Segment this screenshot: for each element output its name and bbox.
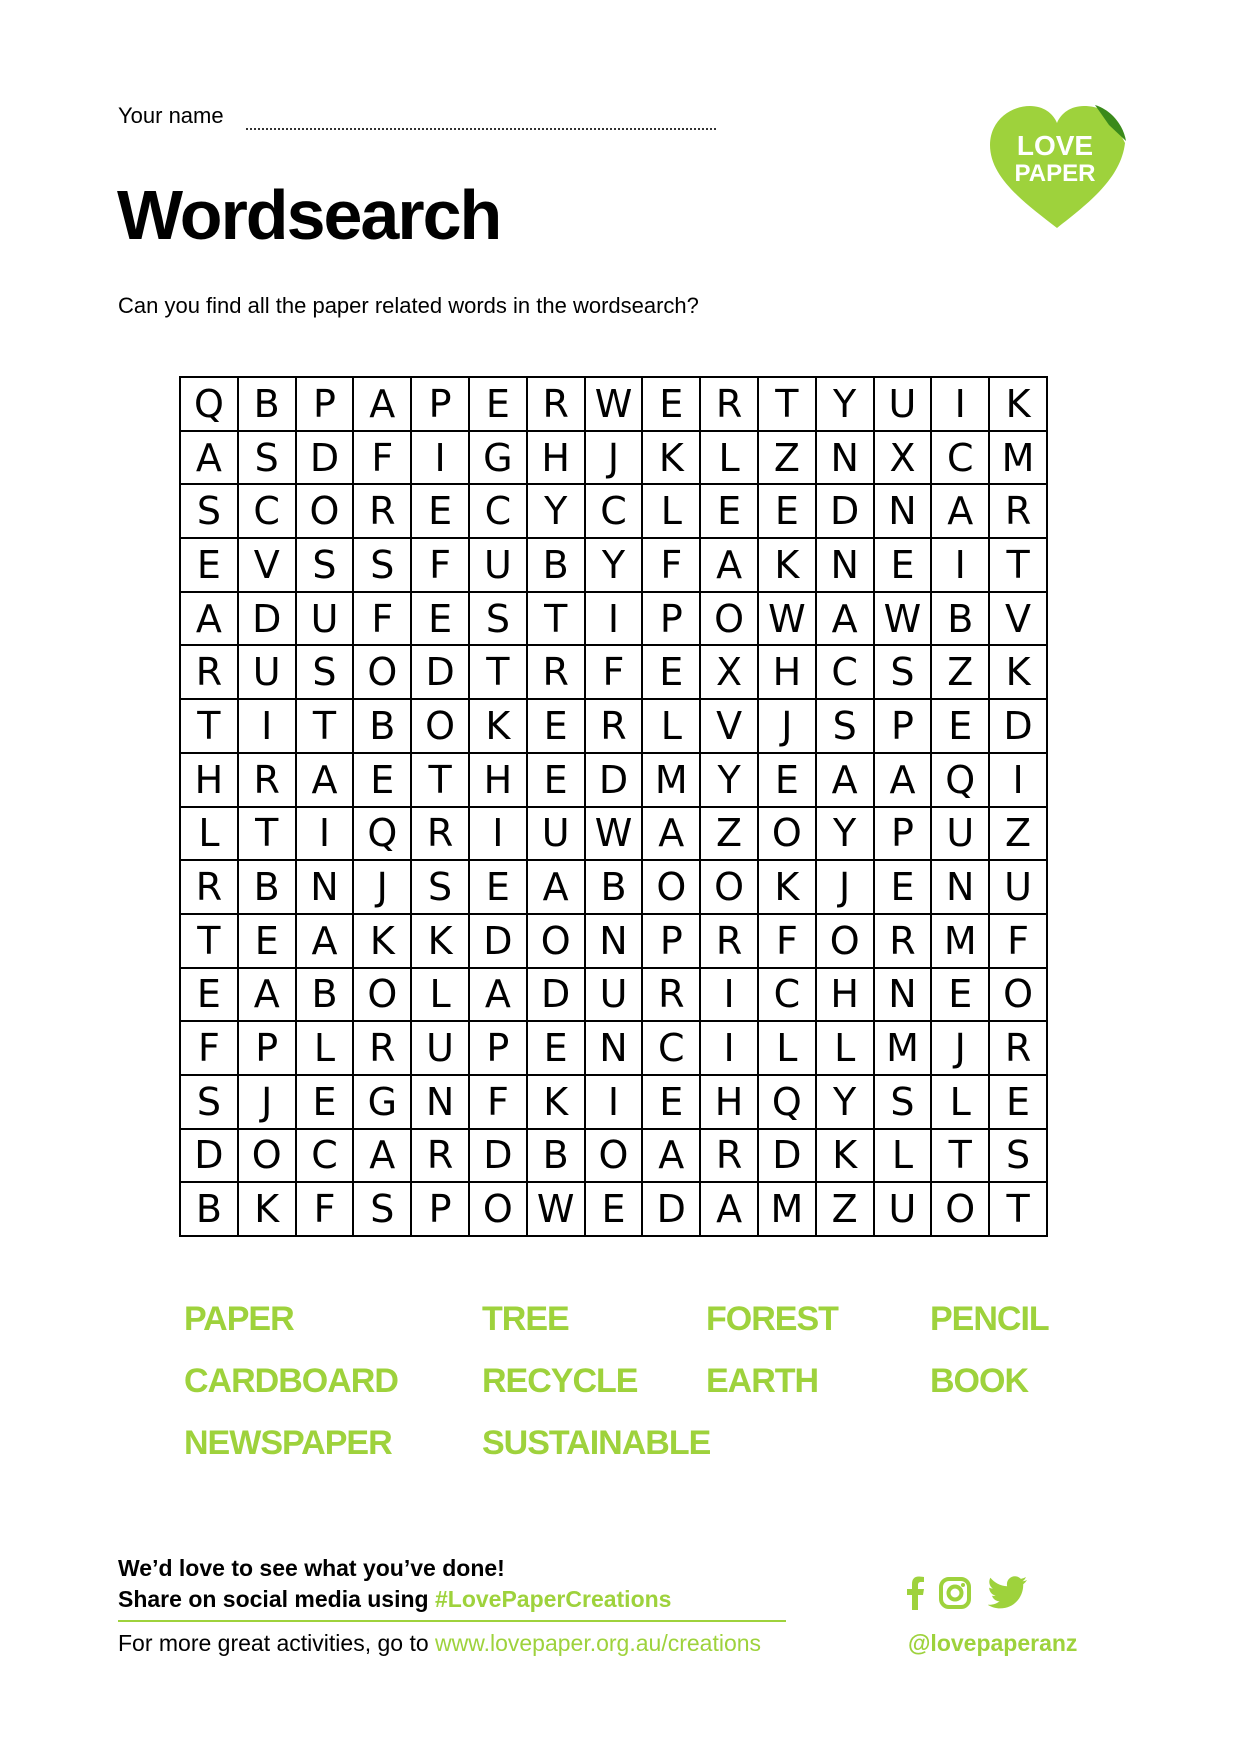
grid-cell[interactable]: T — [180, 914, 238, 968]
grid-cell[interactable]: O — [989, 968, 1047, 1022]
grid-cell[interactable]: T — [989, 538, 1047, 592]
grid-cell[interactable]: B — [296, 968, 354, 1022]
grid-cell[interactable]: J — [758, 699, 816, 753]
grid-cell[interactable]: R — [411, 807, 469, 861]
grid-row — [180, 431, 1047, 485]
grid-cell[interactable]: A — [816, 753, 874, 807]
footer-share-line — [118, 1586, 671, 1613]
footer-divider — [118, 1620, 786, 1622]
grid-cell[interactable]: E — [642, 645, 700, 699]
grid-cell[interactable]: Q — [931, 753, 989, 807]
grid-cell[interactable]: A — [180, 431, 238, 485]
grid-cell[interactable]: H — [180, 753, 238, 807]
grid-cell[interactable]: R — [238, 753, 296, 807]
grid-cell[interactable]: O — [527, 914, 585, 968]
grid-cell[interactable]: T — [238, 807, 296, 861]
grid-cell[interactable]: L — [180, 807, 238, 861]
grid-cell[interactable]: F — [642, 538, 700, 592]
grid-cell[interactable]: D — [411, 645, 469, 699]
grid-cell[interactable]: Y — [816, 377, 874, 431]
instruction-text: Can you find all the paper related words in the wordsearch? — [118, 293, 699, 318]
grid-cell[interactable]: V — [989, 592, 1047, 646]
grid-cell[interactable]: N — [411, 1075, 469, 1129]
word-item: BOOK — [930, 1362, 1028, 1400]
grid-cell[interactable]: E — [758, 753, 816, 807]
grid-cell[interactable]: R — [527, 645, 585, 699]
grid-cell[interactable]: O — [758, 807, 816, 861]
grid-row — [180, 914, 1047, 968]
grid-cell[interactable]: D — [758, 1129, 816, 1183]
grid-cell[interactable]: Q — [758, 1075, 816, 1129]
grid-cell[interactable]: W — [585, 377, 643, 431]
grid-cell[interactable]: Q — [353, 807, 411, 861]
grid-cell[interactable]: O — [642, 860, 700, 914]
grid-cell[interactable]: R — [989, 484, 1047, 538]
grid-cell[interactable]: F — [353, 592, 411, 646]
grid-cell[interactable]: O — [700, 860, 758, 914]
grid-cell[interactable]: P — [296, 377, 354, 431]
grid-cell[interactable]: F — [469, 1075, 527, 1129]
name-label: Your name — [118, 103, 224, 128]
grid-cell[interactable]: O — [585, 1129, 643, 1183]
grid-cell[interactable]: U — [874, 377, 932, 431]
grid-cell[interactable]: I — [585, 592, 643, 646]
grid-cell[interactable]: A — [816, 592, 874, 646]
grid-cell[interactable]: A — [469, 968, 527, 1022]
grid-cell[interactable]: A — [296, 753, 354, 807]
grid-cell[interactable]: R — [180, 645, 238, 699]
grid-cell[interactable]: J — [238, 1075, 296, 1129]
grid-cell[interactable]: A — [353, 1129, 411, 1183]
grid-cell[interactable]: L — [642, 699, 700, 753]
grid-row — [180, 807, 1047, 861]
grid-row — [180, 1021, 1047, 1075]
grid-cell[interactable]: N — [816, 538, 874, 592]
grid-cell[interactable]: E — [469, 860, 527, 914]
grid-cell[interactable]: T — [989, 1182, 1047, 1236]
grid-cell[interactable]: T — [469, 645, 527, 699]
grid-cell[interactable]: O — [816, 914, 874, 968]
grid-cell[interactable]: M — [989, 431, 1047, 485]
word-item: NEWSPAPER — [184, 1424, 392, 1462]
grid-cell[interactable]: A — [238, 968, 296, 1022]
grid-cell[interactable]: I — [296, 807, 354, 861]
logo-text-paper: PAPER — [1014, 160, 1096, 187]
footer-url-prefix: For more great activities, go to — [118, 1630, 436, 1656]
grid-cell[interactable]: U — [296, 592, 354, 646]
grid-cell[interactable]: U — [585, 968, 643, 1022]
grid-cell[interactable]: E — [238, 914, 296, 968]
grid-cell[interactable]: Z — [758, 431, 816, 485]
grid-cell[interactable]: A — [180, 592, 238, 646]
grid-cell[interactable]: F — [296, 1182, 354, 1236]
grid-row — [180, 753, 1047, 807]
grid-cell[interactable]: C — [238, 484, 296, 538]
grid-cell[interactable]: A — [700, 538, 758, 592]
grid-cell[interactable]: M — [642, 753, 700, 807]
grid-cell[interactable]: L — [700, 431, 758, 485]
grid-cell[interactable]: O — [700, 592, 758, 646]
grid-cell[interactable]: I — [700, 1021, 758, 1075]
grid-cell[interactable]: H — [758, 645, 816, 699]
grid-row — [180, 538, 1047, 592]
grid-cell[interactable]: R — [642, 968, 700, 1022]
grid-cell[interactable]: I — [931, 377, 989, 431]
grid-cell[interactable]: I — [469, 807, 527, 861]
logo-text-love: LOVE — [1016, 130, 1094, 161]
grid-cell[interactable]: U — [527, 807, 585, 861]
grid-cell[interactable]: C — [816, 645, 874, 699]
grid-cell[interactable]: L — [931, 1075, 989, 1129]
grid-cell[interactable]: P — [411, 1182, 469, 1236]
grid-cell[interactable]: F — [353, 431, 411, 485]
grid-row — [180, 968, 1047, 1022]
grid-cell[interactable]: U — [238, 645, 296, 699]
love-paper-logo — [985, 103, 1130, 233]
footer-url-link[interactable]: www.lovepaper.org.au/creations — [435, 1630, 762, 1656]
grid-cell[interactable]: U — [469, 538, 527, 592]
grid-cell[interactable]: S — [874, 1075, 932, 1129]
grid-row — [180, 592, 1047, 646]
grid-cell[interactable]: Y — [816, 1075, 874, 1129]
grid-cell[interactable]: H — [469, 753, 527, 807]
grid-cell[interactable]: W — [874, 592, 932, 646]
facebook-icon[interactable] — [905, 1576, 925, 1610]
grid-cell[interactable]: D — [296, 431, 354, 485]
grid-cell[interactable]: L — [642, 484, 700, 538]
grid-cell[interactable]: E — [527, 1021, 585, 1075]
grid-cell[interactable]: H — [816, 968, 874, 1022]
grid-cell[interactable]: K — [353, 914, 411, 968]
grid-cell[interactable]: E — [874, 538, 932, 592]
grid-cell[interactable]: E — [411, 484, 469, 538]
grid-cell[interactable]: T — [931, 1129, 989, 1183]
grid-cell[interactable]: S — [296, 538, 354, 592]
grid-cell[interactable]: P — [642, 592, 700, 646]
word-item: FOREST — [706, 1300, 838, 1338]
footer-url-line — [118, 1630, 761, 1657]
grid-cell[interactable]: R — [585, 699, 643, 753]
grid-cell[interactable]: F — [758, 914, 816, 968]
grid-cell[interactable]: A — [931, 484, 989, 538]
grid-cell[interactable]: U — [931, 807, 989, 861]
grid-cell[interactable]: F — [989, 914, 1047, 968]
grid-cell[interactable]: Y — [527, 484, 585, 538]
grid-cell[interactable]: H — [700, 1075, 758, 1129]
word-item: EARTH — [706, 1362, 819, 1400]
grid-cell[interactable]: E — [296, 1075, 354, 1129]
grid-cell[interactable]: S — [238, 431, 296, 485]
grid-cell[interactable]: J — [353, 860, 411, 914]
grid-cell[interactable]: I — [411, 431, 469, 485]
grid-cell[interactable]: R — [700, 1129, 758, 1183]
grid-cell[interactable]: S — [353, 538, 411, 592]
grid-cell[interactable]: P — [642, 914, 700, 968]
grid-cell[interactable]: C — [585, 484, 643, 538]
grid-cell[interactable]: C — [931, 431, 989, 485]
grid-cell[interactable]: O — [411, 699, 469, 753]
grid-cell[interactable]: A — [527, 860, 585, 914]
grid-cell[interactable]: K — [469, 699, 527, 753]
page-title: Wordsearch — [117, 176, 501, 254]
grid-cell[interactable]: O — [469, 1182, 527, 1236]
grid-cell[interactable]: Y — [700, 753, 758, 807]
twitter-icon[interactable] — [988, 1576, 1028, 1610]
grid-cell[interactable]: D — [469, 914, 527, 968]
grid-cell[interactable]: N — [585, 1021, 643, 1075]
grid-cell[interactable]: Z — [700, 807, 758, 861]
grid-cell[interactable]: R — [353, 484, 411, 538]
grid-cell[interactable]: R — [411, 1129, 469, 1183]
grid-row — [180, 484, 1047, 538]
grid-cell[interactable]: K — [527, 1075, 585, 1129]
grid-cell[interactable]: W — [585, 807, 643, 861]
grid-cell[interactable]: I — [700, 968, 758, 1022]
grid-cell[interactable]: I — [585, 1075, 643, 1129]
grid-cell[interactable]: E — [931, 699, 989, 753]
grid-cell[interactable]: S — [989, 1129, 1047, 1183]
wordsearch-grid — [179, 376, 1048, 1237]
grid-cell[interactable]: R — [527, 377, 585, 431]
grid-cell[interactable]: F — [585, 645, 643, 699]
grid-cell[interactable]: K — [816, 1129, 874, 1183]
instagram-icon[interactable] — [938, 1576, 972, 1610]
grid-cell[interactable]: K — [758, 538, 816, 592]
grid-cell[interactable]: P — [238, 1021, 296, 1075]
grid-cell[interactable]: P — [874, 699, 932, 753]
word-item: PAPER — [184, 1300, 294, 1338]
grid-cell[interactable]: W — [527, 1182, 585, 1236]
footer-callout: We’d love to see what you’ve done! — [118, 1555, 505, 1581]
grid-cell[interactable]: E — [180, 538, 238, 592]
social-icons — [905, 1576, 1035, 1612]
grid-cell[interactable]: D — [585, 753, 643, 807]
grid-cell[interactable]: E — [931, 968, 989, 1022]
grid-cell[interactable]: E — [989, 1075, 1047, 1129]
grid-cell[interactable]: E — [642, 377, 700, 431]
grid-cell[interactable]: G — [469, 431, 527, 485]
grid-cell[interactable]: T — [411, 753, 469, 807]
grid-cell[interactable]: S — [469, 592, 527, 646]
grid-cell[interactable]: O — [353, 645, 411, 699]
grid-row — [180, 699, 1047, 753]
grid-cell[interactable]: P — [874, 807, 932, 861]
grid-cell[interactable]: H — [527, 431, 585, 485]
grid-cell[interactable]: V — [238, 538, 296, 592]
grid-cell[interactable]: B — [527, 1129, 585, 1183]
grid-cell[interactable]: R — [700, 914, 758, 968]
grid-cell[interactable]: A — [353, 377, 411, 431]
grid-row — [180, 1075, 1047, 1129]
grid-cell[interactable]: I — [931, 538, 989, 592]
grid-cell[interactable]: N — [874, 968, 932, 1022]
grid-cell[interactable]: D — [238, 592, 296, 646]
grid-cell[interactable]: E — [758, 484, 816, 538]
grid-cell[interactable]: R — [874, 914, 932, 968]
grid-cell[interactable]: D — [527, 968, 585, 1022]
word-item: RECYCLE — [482, 1362, 638, 1400]
grid-cell[interactable]: A — [642, 807, 700, 861]
footer-share-prefix: Share on social media using — [118, 1586, 435, 1612]
grid-cell[interactable]: G — [353, 1075, 411, 1129]
grid-cell[interactable]: U — [874, 1182, 932, 1236]
grid-cell[interactable]: V — [700, 699, 758, 753]
grid-cell[interactable]: C — [296, 1129, 354, 1183]
grid-cell[interactable]: E — [642, 1075, 700, 1129]
footer-hashtag: #LovePaperCreations — [434, 1586, 672, 1612]
grid-cell[interactable]: L — [411, 968, 469, 1022]
grid-cell[interactable]: E — [353, 753, 411, 807]
grid-cell[interactable]: W — [758, 592, 816, 646]
grid-cell[interactable]: X — [874, 431, 932, 485]
grid-cell[interactable]: T — [180, 699, 238, 753]
word-list — [184, 1300, 1084, 1500]
grid-cell[interactable]: T — [296, 699, 354, 753]
social-handle[interactable]: @lovepaperanz — [908, 1630, 1078, 1656]
grid-cell[interactable]: E — [700, 484, 758, 538]
grid-cell[interactable]: K — [989, 645, 1047, 699]
grid-cell[interactable]: J — [816, 860, 874, 914]
grid-cell[interactable]: D — [816, 484, 874, 538]
grid-row — [180, 377, 1047, 431]
grid-row — [180, 860, 1047, 914]
grid-cell[interactable]: Z — [816, 1182, 874, 1236]
grid-cell[interactable]: E — [527, 699, 585, 753]
grid-cell[interactable]: D — [989, 699, 1047, 753]
grid-cell[interactable]: Y — [816, 807, 874, 861]
grid-cell[interactable]: B — [931, 592, 989, 646]
grid-cell[interactable]: S — [411, 860, 469, 914]
grid-cell[interactable]: L — [816, 1021, 874, 1075]
grid-cell[interactable]: S — [296, 645, 354, 699]
grid-cell[interactable]: U — [989, 860, 1047, 914]
grid-cell[interactable]: B — [585, 860, 643, 914]
grid-cell[interactable]: O — [353, 968, 411, 1022]
grid-cell[interactable]: E — [180, 968, 238, 1022]
grid-cell[interactable]: E — [527, 753, 585, 807]
grid-cell[interactable]: R — [353, 1021, 411, 1075]
grid-cell[interactable]: O — [296, 484, 354, 538]
grid-cell[interactable]: C — [469, 484, 527, 538]
grid-cell[interactable]: B — [238, 860, 296, 914]
grid-cell[interactable]: N — [931, 860, 989, 914]
grid-row — [180, 645, 1047, 699]
grid-cell[interactable]: M — [931, 914, 989, 968]
grid-cell[interactable]: L — [758, 1021, 816, 1075]
grid-cell[interactable]: B — [180, 1182, 238, 1236]
grid-cell[interactable]: C — [642, 1021, 700, 1075]
word-item: TREE — [482, 1300, 569, 1338]
grid-cell[interactable]: T — [527, 592, 585, 646]
grid-cell[interactable]: S — [180, 484, 238, 538]
grid-cell[interactable]: B — [527, 538, 585, 592]
grid-cell[interactable]: F — [411, 538, 469, 592]
grid-cell[interactable]: K — [238, 1182, 296, 1236]
grid-cell[interactable]: T — [758, 377, 816, 431]
grid-cell[interactable]: R — [989, 1021, 1047, 1075]
grid-cell[interactable]: E — [469, 377, 527, 431]
grid-cell[interactable]: P — [469, 1021, 527, 1075]
grid-cell[interactable]: M — [874, 1021, 932, 1075]
grid-cell[interactable]: K — [411, 914, 469, 968]
grid-cell[interactable]: Z — [989, 807, 1047, 861]
name-input-line[interactable] — [246, 128, 716, 130]
grid-row — [180, 1182, 1047, 1236]
grid-cell[interactable]: N — [296, 860, 354, 914]
grid-cell[interactable]: K — [989, 377, 1047, 431]
grid-cell[interactable]: E — [585, 1182, 643, 1236]
grid-cell[interactable]: O — [238, 1129, 296, 1183]
grid-cell[interactable]: E — [874, 860, 932, 914]
grid-cell[interactable]: N — [816, 431, 874, 485]
grid-cell[interactable]: U — [411, 1021, 469, 1075]
grid-cell[interactable]: R — [700, 377, 758, 431]
grid-cell[interactable]: L — [296, 1021, 354, 1075]
grid-cell[interactable]: J — [931, 1021, 989, 1075]
grid-cell[interactable]: A — [874, 753, 932, 807]
grid-cell[interactable]: K — [642, 431, 700, 485]
word-item: SUSTAINABLE — [482, 1424, 711, 1462]
grid-cell[interactable]: O — [931, 1182, 989, 1236]
grid-cell[interactable]: S — [874, 645, 932, 699]
grid-cell[interactable]: D — [642, 1182, 700, 1236]
word-item: CARDBOARD — [184, 1362, 398, 1400]
grid-cell[interactable]: Y — [585, 538, 643, 592]
grid-cell[interactable]: K — [758, 860, 816, 914]
grid-cell[interactable]: I — [989, 753, 1047, 807]
grid-cell[interactable]: B — [353, 699, 411, 753]
grid-cell[interactable]: Z — [931, 645, 989, 699]
grid-cell[interactable]: E — [411, 592, 469, 646]
grid-cell[interactable]: N — [585, 914, 643, 968]
grid-row — [180, 1129, 1047, 1183]
grid-cell[interactable]: F — [180, 1021, 238, 1075]
grid-cell[interactable]: S — [353, 1182, 411, 1236]
grid-cell[interactable]: L — [874, 1129, 932, 1183]
grid-cell[interactable]: C — [758, 968, 816, 1022]
grid-cell[interactable]: N — [874, 484, 932, 538]
grid-cell[interactable]: J — [585, 431, 643, 485]
grid-cell[interactable]: P — [411, 377, 469, 431]
grid-cell[interactable]: A — [642, 1129, 700, 1183]
grid-cell[interactable]: S — [180, 1075, 238, 1129]
grid-cell[interactable]: A — [700, 1182, 758, 1236]
grid-cell[interactable]: M — [758, 1182, 816, 1236]
grid-cell[interactable]: D — [180, 1129, 238, 1183]
grid-cell[interactable]: I — [238, 699, 296, 753]
grid-cell[interactable]: Q — [180, 377, 238, 431]
word-item: PENCIL — [930, 1300, 1049, 1338]
grid-cell[interactable]: X — [700, 645, 758, 699]
grid-cell[interactable]: A — [296, 914, 354, 968]
grid-cell[interactable]: D — [469, 1129, 527, 1183]
grid-cell[interactable]: B — [238, 377, 296, 431]
grid-cell[interactable]: S — [816, 699, 874, 753]
grid-cell[interactable]: R — [180, 860, 238, 914]
